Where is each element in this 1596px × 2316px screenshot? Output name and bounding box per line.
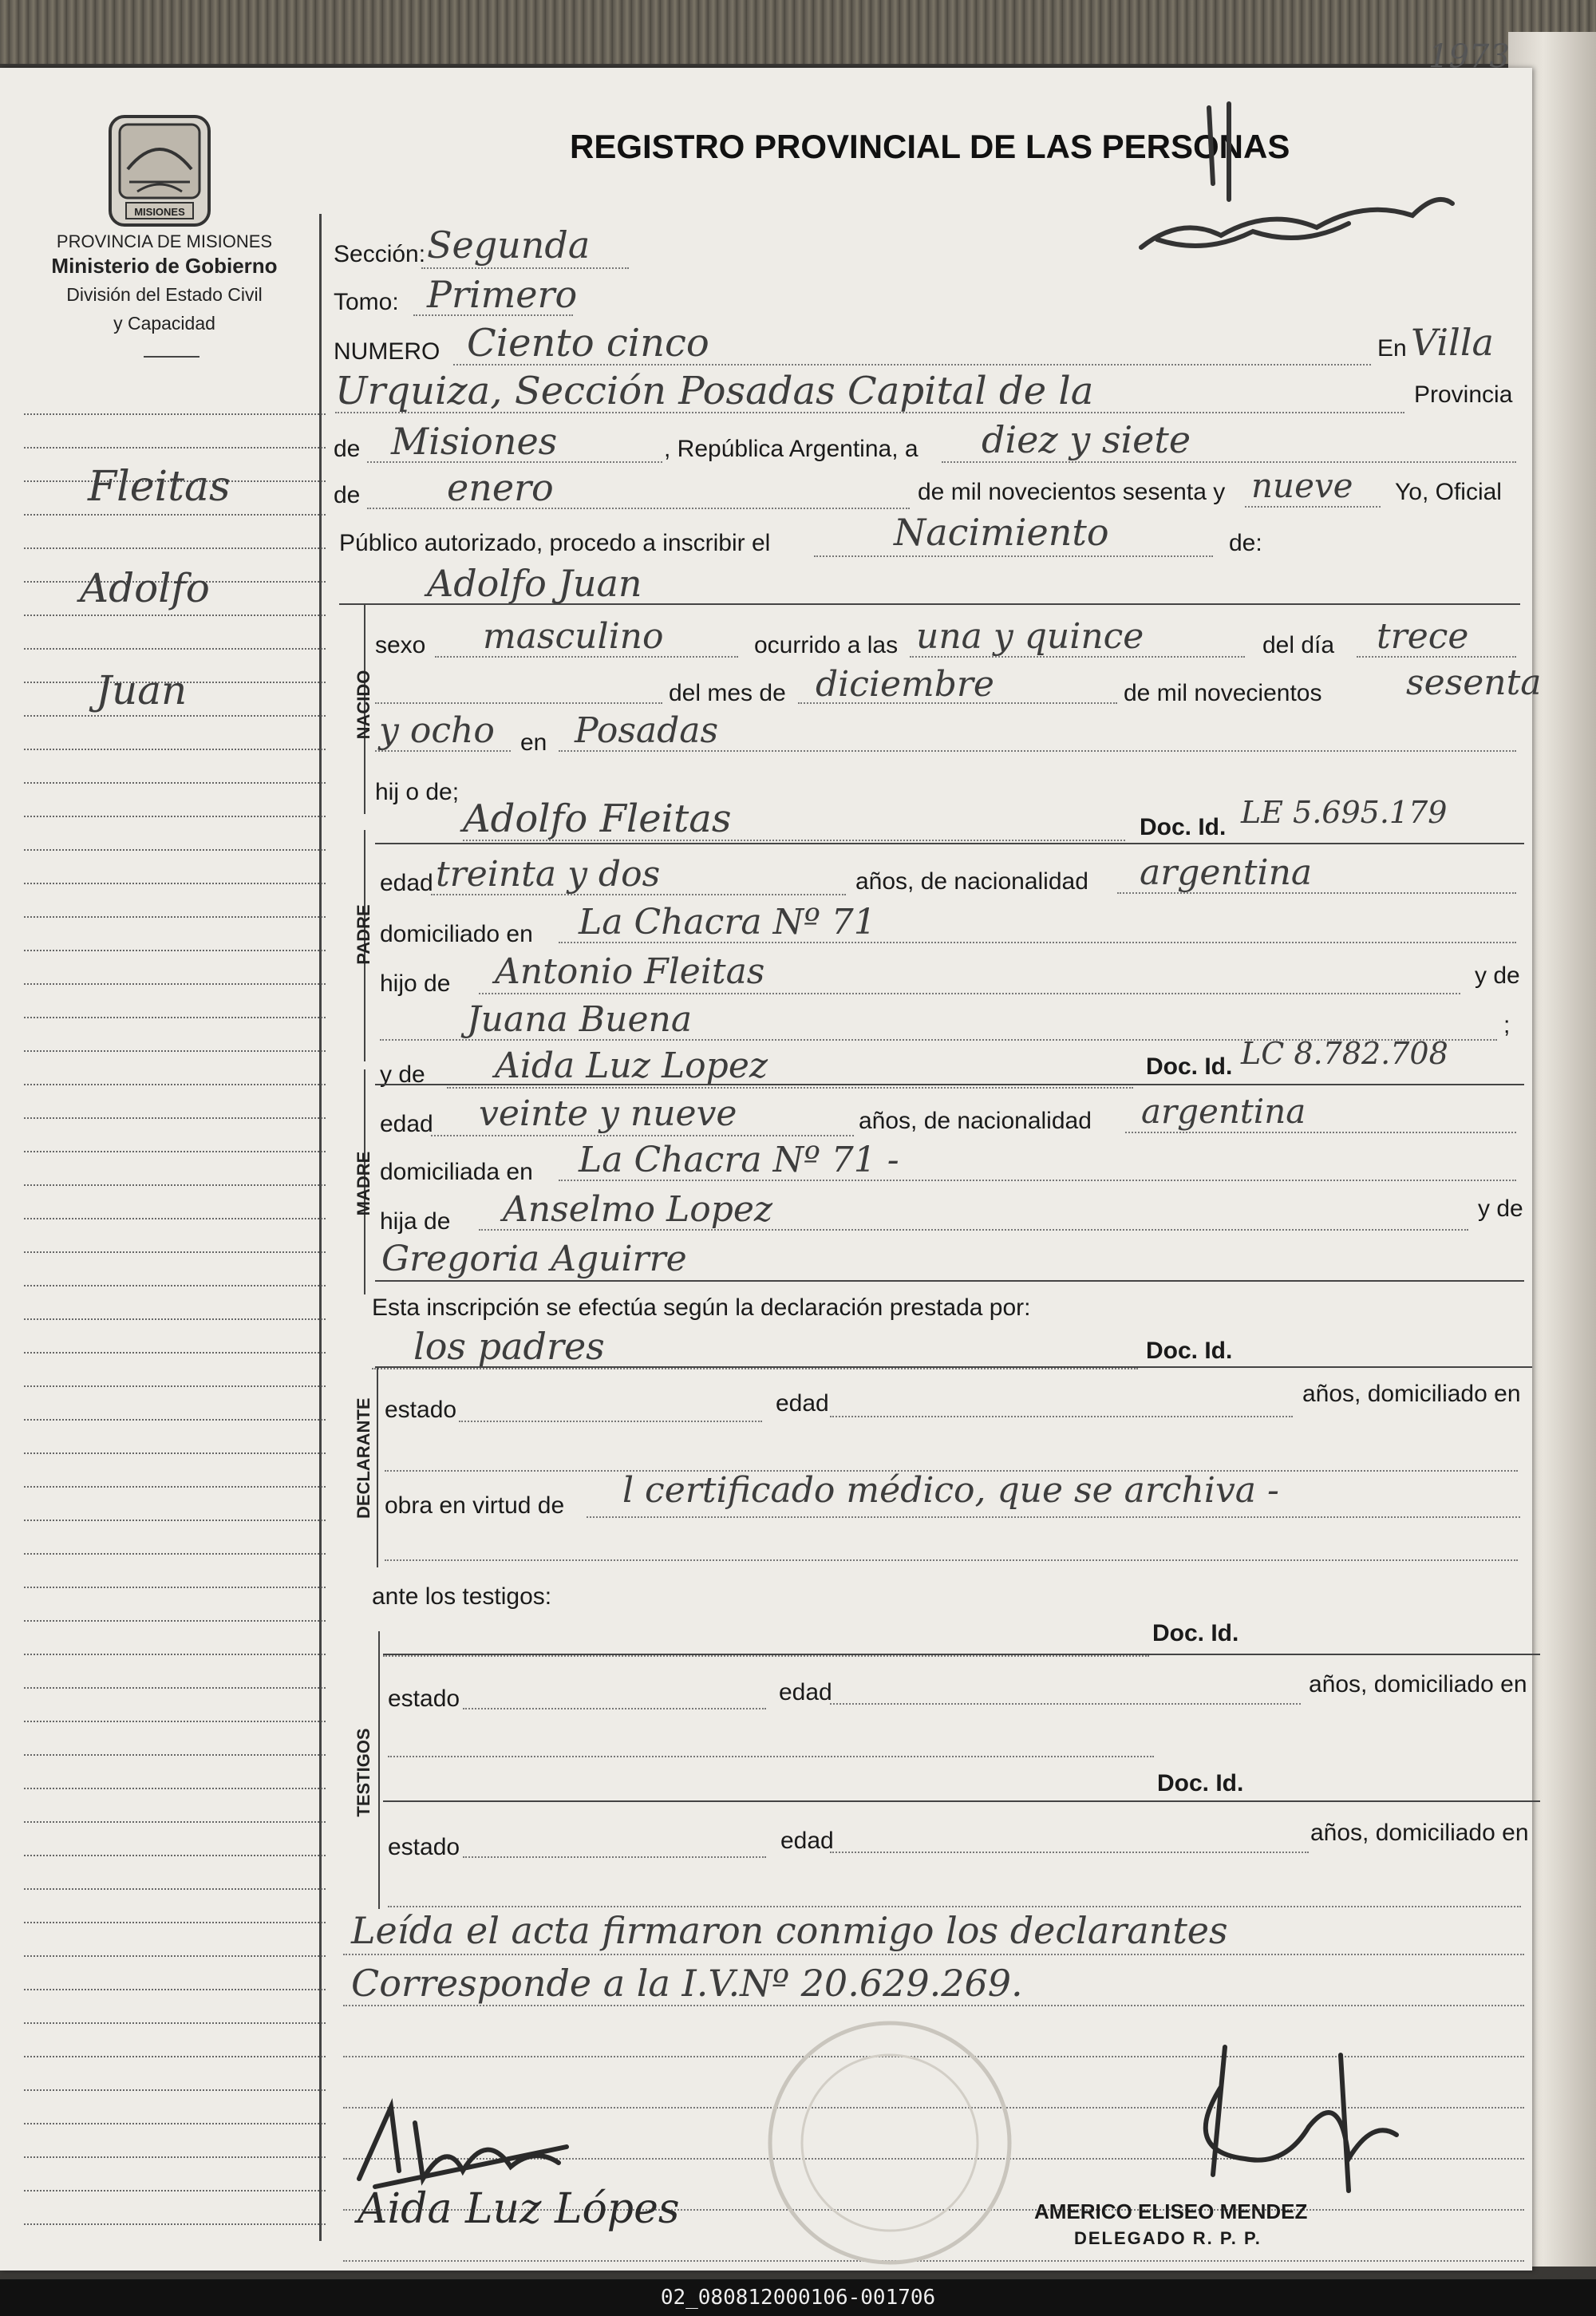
nota-line-1: Leída el acta firmaron conmigo los declarantes	[351, 1909, 1228, 1952]
nacido-section-label: NACIDO	[354, 670, 373, 740]
sexo-label: sexo	[375, 632, 426, 658]
numero-value: Ciento cinco	[467, 321, 709, 366]
padre-bottom-rule	[375, 1084, 1524, 1085]
faint-stamp-icon	[758, 2011, 1021, 2275]
anio-nac-2-value: y ocho	[379, 710, 495, 751]
madre-nac-value: argentina	[1141, 1092, 1306, 1131]
seccion-value: Segunda	[427, 223, 591, 267]
declarante-value: los padres	[413, 1325, 605, 1368]
nombre-rule	[339, 603, 1520, 605]
obra-label: obra en virtud de	[385, 1492, 565, 1519]
padre-section-label: PADRE	[354, 904, 373, 965]
madre-dom-label: domiciliada en	[380, 1159, 533, 1185]
declarante-edad-label: edad	[776, 1390, 829, 1417]
image-caption: 02_080812000106-001706	[0, 2279, 1596, 2316]
padre-hijo-de-value: Antonio Fleitas	[495, 951, 765, 992]
madre-intro-label: y de	[380, 1061, 425, 1088]
testigos-top-rule	[383, 1654, 1540, 1655]
testigo2-doc-label: Doc. Id.	[1157, 1770, 1244, 1796]
tomo-value: Primero	[427, 273, 578, 316]
province-name: PROVINCIA DE MISIONES	[56, 231, 273, 251]
madre-hija-de-label: hija de	[380, 1208, 451, 1235]
provincia-label: Provincia	[1414, 381, 1513, 408]
seal-text: MISIONES	[134, 206, 185, 218]
testigo1-dom-label: años, domiciliado en	[1309, 1671, 1527, 1697]
delegado-title: DELEGADO R. P. P.	[1074, 2228, 1262, 2248]
lugar-nac-value: Posadas	[575, 710, 719, 751]
dia-value: trece	[1377, 616, 1469, 657]
testigo1-doc-label: Doc. Id.	[1152, 1620, 1239, 1646]
publico-label: Público autorizado, procedo a inscribir el	[339, 530, 771, 556]
testigo2-estado-label: estado	[388, 1834, 460, 1860]
obra-value: l certificado médico, que se archiva -	[622, 1470, 1279, 1511]
madre-nac-label: años, de nacionalidad	[859, 1108, 1092, 1134]
margin-surname: Fleitas	[88, 463, 231, 511]
testigos-label: ante los testigos:	[372, 1583, 552, 1610]
de-label-2: de	[334, 482, 361, 508]
acto-value: Nacimiento	[894, 511, 1109, 554]
en-label: En	[1377, 335, 1407, 362]
testigo2-rule	[383, 1800, 1540, 1802]
background-binding	[0, 0, 1596, 64]
padre-edad-value: treinta y dos	[436, 854, 661, 895]
del-dia-label: del día	[1262, 632, 1335, 658]
padre-dom-label: domiciliado en	[380, 921, 533, 947]
madre-edad-label: edad	[380, 1111, 433, 1137]
numero-label: NUMERO	[334, 338, 440, 365]
page-title: REGISTRO PROVINCIAL DE LAS PERSONAS	[570, 128, 1290, 165]
dia-inscripcion-value: diez y siete	[982, 418, 1191, 461]
mes-inscripcion-value: enero	[447, 466, 554, 509]
declarante-estado-label: estado	[385, 1397, 457, 1423]
provincia-value: Misiones	[391, 420, 558, 463]
testigo1-edad-label: edad	[779, 1679, 832, 1705]
padre-edad-label: edad	[380, 870, 433, 896]
madre-y-de-value: Gregoria Aguirre	[381, 1239, 687, 1279]
madre-doc-label: Doc. Id.	[1146, 1053, 1233, 1080]
madre-edad-value: veinte y nueve	[479, 1093, 737, 1134]
semicolon: ;	[1503, 1012, 1511, 1038]
declarante-doc-label: Doc. Id.	[1146, 1338, 1233, 1364]
ocurrido-label: ocurrido a las	[754, 632, 899, 658]
republica-label: , República Argentina, a	[664, 436, 918, 462]
padre-dom-value: La Chacra Nº 71	[579, 902, 876, 943]
madre-hija-de-value: Anselmo Lopez	[503, 1189, 773, 1230]
hijo-de-label: hij o de;	[375, 779, 460, 805]
declaracion-label: Esta inscripción se efectúa según la declaración prestada por:	[372, 1294, 1031, 1321]
de-label: de	[334, 436, 361, 462]
nota-line-2: Corresponde a la I.V.Nº 20.629.269.	[351, 1962, 1023, 2005]
yo-oficial-label: Yo, Oficial	[1395, 479, 1502, 505]
header-divider	[144, 356, 200, 358]
declarante-top-rule	[375, 1366, 1532, 1368]
seal-emblem-icon	[105, 113, 214, 230]
testigos-bracket	[378, 1631, 380, 1909]
margin-name-2: Juan	[96, 667, 188, 713]
anio-value: nueve	[1251, 466, 1353, 505]
delegado-signature	[1149, 2039, 1420, 2199]
testigos-section-label: TESTIGOS	[354, 1728, 373, 1817]
en-value: Villa	[1411, 321, 1494, 364]
declarante-section-label: DECLARANTE	[354, 1397, 373, 1519]
testigo1-estado-label: estado	[388, 1686, 460, 1712]
margin-name-1: Adolfo	[80, 565, 210, 611]
padre-y-de-value: Juana Buena	[467, 999, 693, 1040]
delegado-name: AMERICO ELISEO MENDEZ	[1034, 2199, 1308, 2223]
ministry-name: Ministerio de Gobierno	[51, 254, 278, 278]
mes-value: diciembre	[816, 664, 994, 705]
mil-nov-2-label: de mil novecientos	[1124, 680, 1322, 706]
testigo2-edad-label: edad	[780, 1828, 834, 1854]
de-colon-label: de:	[1229, 530, 1262, 556]
lugar-value: Urquiza, Sección Posadas Capital de la	[335, 369, 1094, 413]
padre-doc-value: LE 5.695.179	[1241, 795, 1448, 830]
madre-nombre-value: Aida Luz Lopez	[495, 1045, 768, 1086]
seccion-label: Sección:	[334, 241, 426, 267]
madre-y-de-label: y de	[1478, 1196, 1523, 1222]
tomo-label: Tomo:	[334, 289, 399, 315]
anio-nac-1-value: sesenta	[1406, 662, 1542, 703]
page-number: 1973	[1428, 38, 1510, 75]
madre-dom-value: La Chacra Nº 71 -	[579, 1140, 899, 1180]
padre-nombre-value: Adolfo Fleitas	[463, 796, 732, 841]
madre-bottom-rule	[375, 1280, 1524, 1282]
division-name: División del Estado Civil	[66, 284, 263, 305]
declarante-bracket	[377, 1366, 378, 1567]
hora-value: una y quince	[916, 616, 1144, 657]
declarante-dom-label: años, domiciliado en	[1302, 1381, 1521, 1407]
nacido-bottom-rule	[375, 843, 1524, 844]
padre-nac-value: argentina	[1140, 852, 1313, 893]
official-signature-top	[1109, 96, 1468, 287]
margin-vertical-rule	[319, 214, 322, 2241]
division-name-2: y Capacidad	[113, 313, 215, 334]
nombre-value: Adolfo Juan	[427, 562, 642, 605]
del-mes-label: del mes de	[669, 680, 786, 706]
en-label-2: en	[520, 729, 547, 756]
testigo2-dom-label: años, domiciliado en	[1310, 1820, 1529, 1846]
mil-nov-label: de mil novecientos sesenta y	[918, 479, 1226, 505]
padre-hijo-de-label: hijo de	[380, 970, 451, 997]
padre-doc-label: Doc. Id.	[1140, 814, 1227, 840]
sexo-value: masculino	[483, 616, 664, 657]
madre-doc-value: LC 8.782.708	[1241, 1036, 1448, 1071]
madre-section-label: MADRE	[354, 1151, 373, 1216]
declarant-signature-2: Aida Luz Lópes	[358, 2185, 680, 2233]
padre-y-de-label: y de	[1475, 962, 1520, 989]
padre-nac-label: años, de nacionalidad	[855, 868, 1088, 895]
